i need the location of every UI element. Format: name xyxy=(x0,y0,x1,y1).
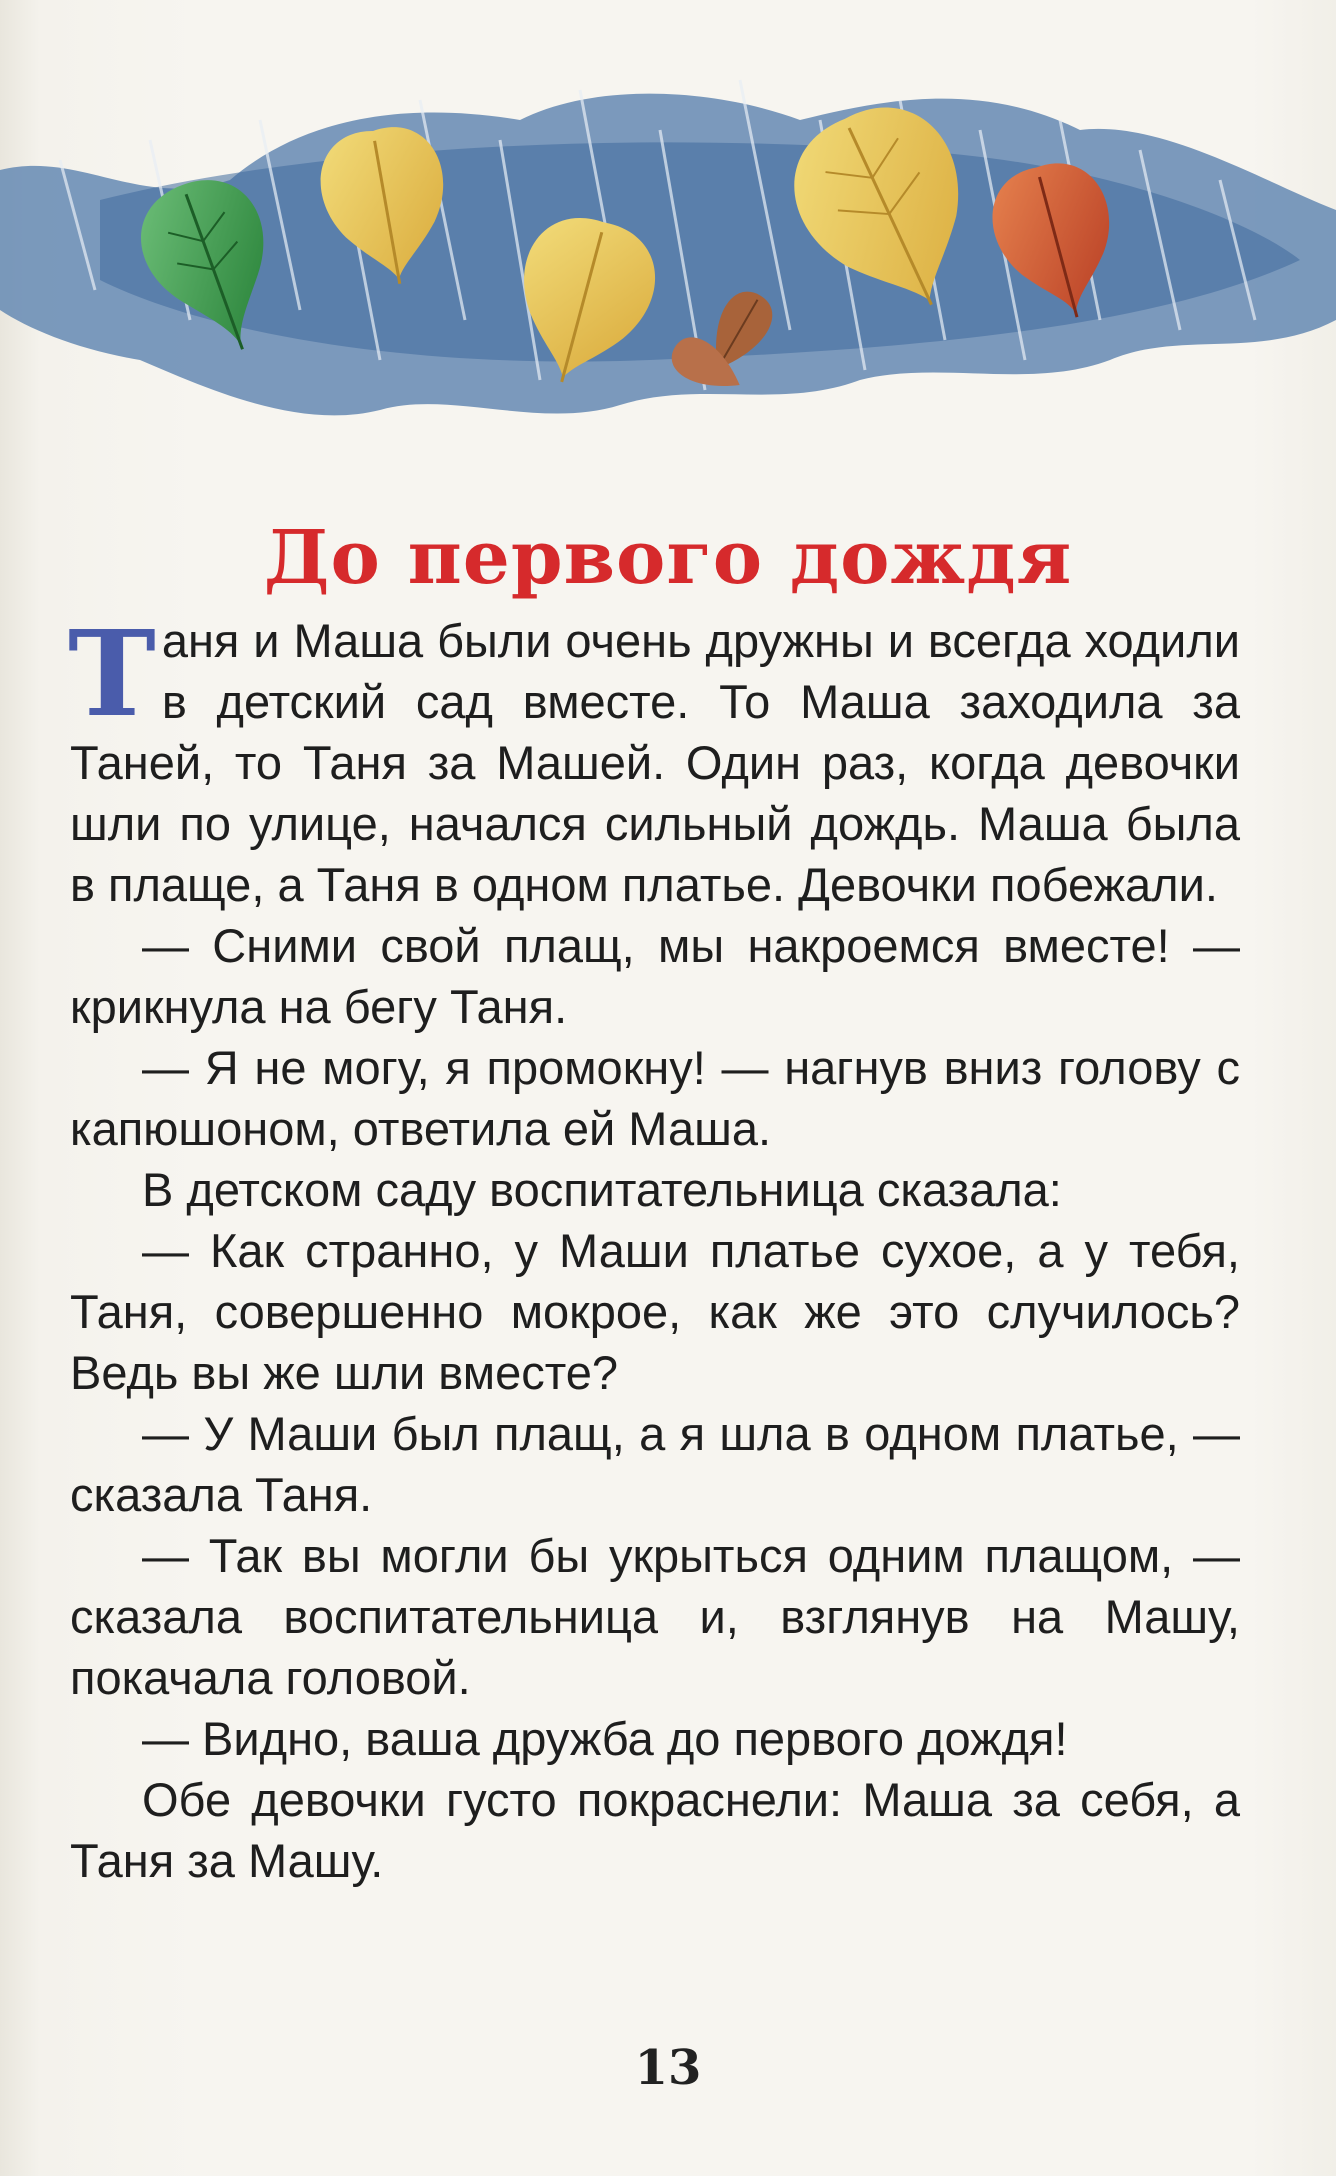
paragraph: — У Маши был плащ, а я шла в одном платье, — сказала Таня. xyxy=(70,1407,1240,1521)
story-text xyxy=(68,604,1240,1891)
paragraph: — Так вы могли бы укрыться одним плащом, — сказала воспитательница и, взглянув на Машу, покачала головой. xyxy=(70,1529,1240,1704)
paragraph: — Я не могу, я промокну! — нагнув вниз голову с капюшоном, ответила ей Маша. xyxy=(70,1041,1240,1155)
drop-cap: Т xyxy=(68,604,156,743)
paragraph: Таня и Маша были очень дружны и всегда ходили в детский сад вместе. То Маша заходила за Таней, то Таня за Машей. Один раз, когда девочки шли по улице, начался сильный дождь. Маша была в плаще, а Таня в одном платье. Девочки побежали. xyxy=(68,604,1240,911)
paragraph: Обе девочки густо покраснели: Маша за себя, а Таня за Машу. xyxy=(70,1773,1240,1887)
paragraph: В детском саду воспитательница сказала: xyxy=(142,1163,1062,1216)
story-title: До первого дождя xyxy=(263,515,1073,601)
page-number: 13 xyxy=(634,2040,702,2096)
paragraph: — Сними свой плащ, мы накроемся вместе! — крикнула на бегу Таня. xyxy=(70,919,1240,1033)
paragraph: — Как странно, у Маши платье сухое, а у тебя, Таня, совершенно мокрое, как же это случилось? Ведь вы же шли вместе? xyxy=(70,1224,1240,1399)
rain-leaves-illustration xyxy=(0,60,1336,460)
paragraph: — Видно, ваша дружба до первого дождя! xyxy=(142,1712,1068,1765)
